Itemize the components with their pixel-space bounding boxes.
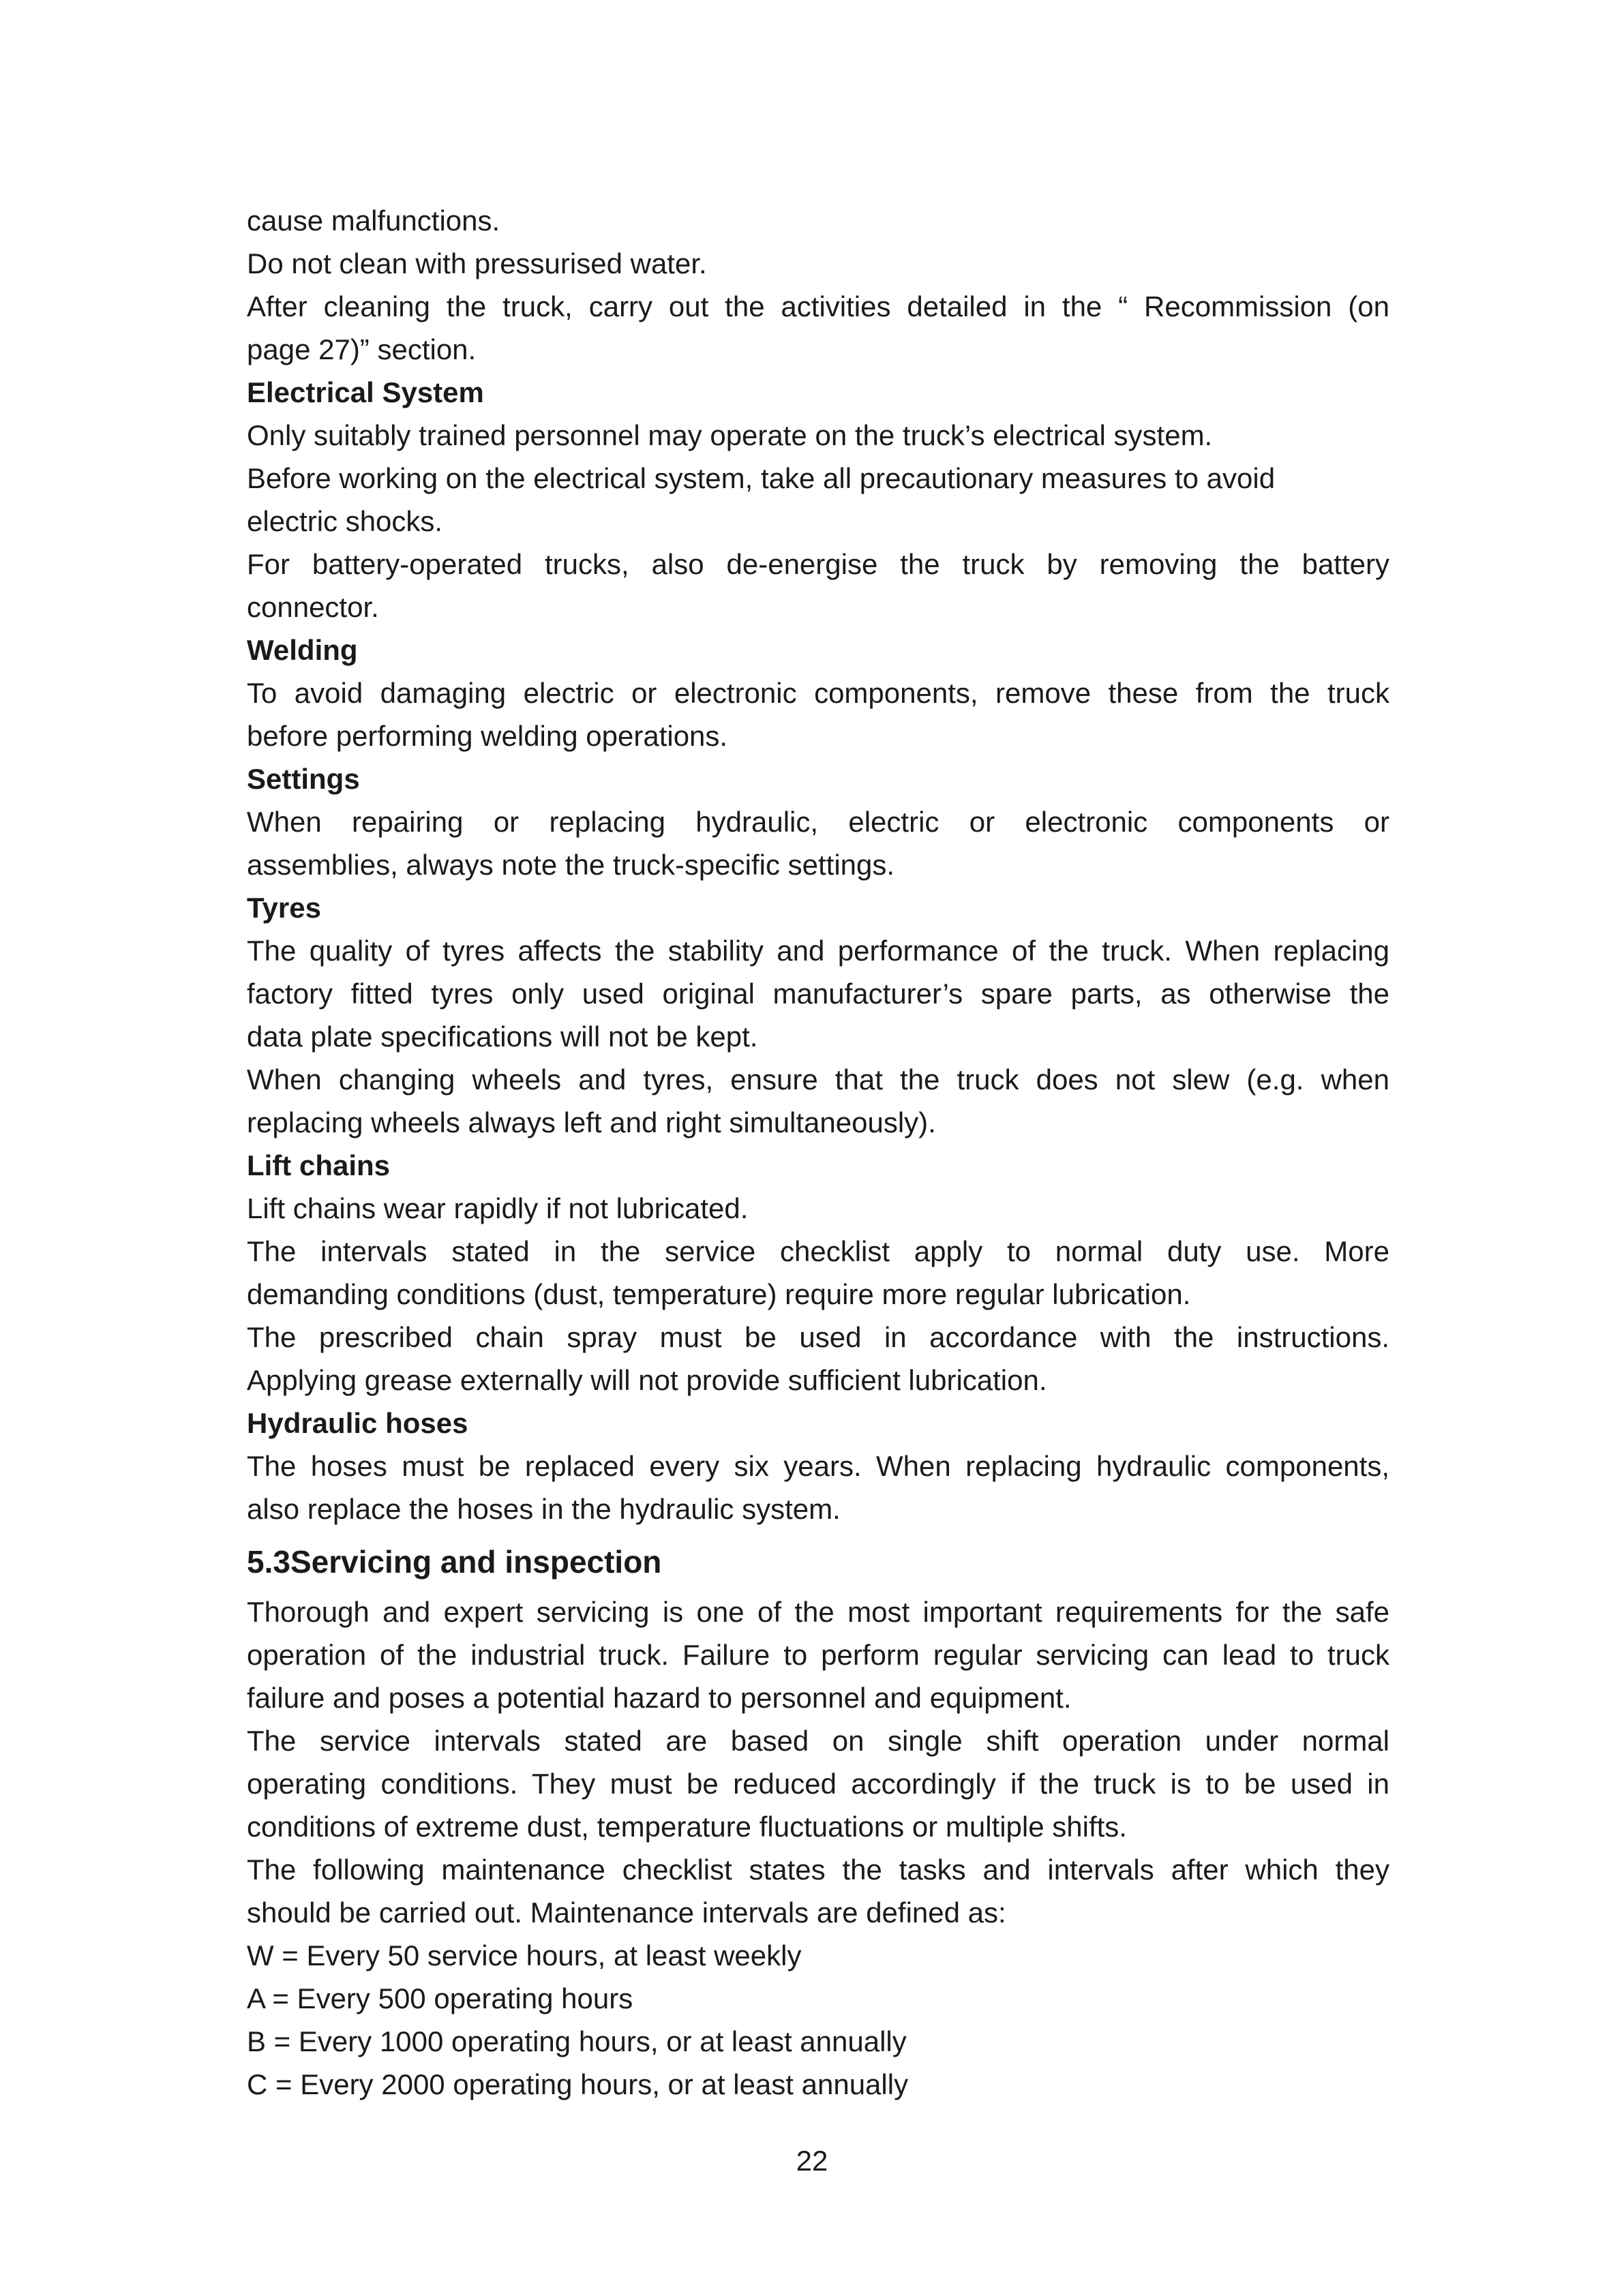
heading-tyres: Tyres [247, 892, 321, 924]
page-number: 22 [796, 2145, 828, 2177]
text-line: failure and poses a potential hazard to personnel and equipment. [247, 1682, 1072, 1714]
text-line: also replace the hoses in the hydraulic system. [247, 1493, 841, 1525]
text-line: When repairing or replacing hydraulic, electric or electronic components or [247, 806, 1389, 838]
text-line: Applying grease externally will not provide sufficient lubrication. [247, 1364, 1047, 1396]
text-line: assemblies, always note the truck-specific settings. [247, 849, 895, 881]
text-line: To avoid damaging electric or electronic components, remove these from the truck [247, 677, 1389, 709]
text-line: conditions of extreme dust, temperature fluctuations or multiple shifts. [247, 1811, 1127, 1843]
text-line: before performing welding operations. [247, 720, 728, 752]
text-line: Do not clean with pressurised water. [247, 247, 707, 280]
heading-lift-chains: Lift chains [247, 1149, 391, 1181]
text-line: factory fitted tyres only used original manufacturer’s spare parts, as otherwise the [247, 978, 1389, 1010]
text-line: When changing wheels and tyres, ensure that the truck does not slew (e.g. when [247, 1063, 1389, 1096]
heading-electrical-system: Electrical System [247, 376, 484, 408]
text-line: data plate specifications will not be kept. [247, 1021, 758, 1053]
page-body [247, 199, 1389, 2106]
text-line: connector. [247, 591, 379, 623]
text-line: demanding conditions (dust, temperature) require more regular lubrication. [247, 1278, 1191, 1310]
text-line: operating conditions. They must be reduced accordingly if the truck is to be used in [247, 1768, 1389, 1800]
section-heading-servicing: 5.3Servicing and inspection [247, 1544, 662, 1580]
text-line: page 27)” section. [247, 333, 477, 365]
interval-definition: B = Every 1000 operating hours, or at least annually [247, 2025, 907, 2057]
text-line: The service intervals stated are based on single shift operation under normal [247, 1725, 1389, 1757]
interval-definition: C = Every 2000 operating hours, or at least annually [247, 2068, 909, 2100]
text-line: After cleaning the truck, carry out the activities detailed in the “ Recommission (on [247, 290, 1389, 322]
text-line: The prescribed chain spray must be used in accordance with the instructions. [247, 1321, 1389, 1353]
text-line: Thorough and expert servicing is one of the most important requirements for the safe [247, 1596, 1389, 1628]
text-line: The intervals stated in the service checklist apply to normal duty use. More [247, 1235, 1389, 1267]
text-line: For battery-operated trucks, also de-energise the truck by removing the battery [247, 548, 1389, 580]
text-line: Before working on the electrical system, take all precautionary measures to avoid [247, 462, 1276, 494]
heading-hydraulic-hoses: Hydraulic hoses [247, 1407, 468, 1439]
interval-definition: W = Every 50 service hours, at least weekly [247, 1939, 802, 1972]
interval-definition: A = Every 500 operating hours [247, 1982, 633, 2014]
text-line: Only suitably trained personnel may operate on the truck’s electrical system. [247, 419, 1213, 451]
text-line: The following maintenance checklist states the tasks and intervals after which they [247, 1854, 1389, 1886]
heading-welding: Welding [247, 634, 358, 666]
text-line: The quality of tyres affects the stability and performance of the truck. When replacing [247, 935, 1389, 967]
text-line: The hoses must be replaced every six years. When replacing hydraulic components, [247, 1450, 1389, 1482]
text-line: Lift chains wear rapidly if not lubricated. [247, 1192, 749, 1224]
text-line: replacing wheels always left and right simultaneously). [247, 1106, 936, 1138]
heading-settings: Settings [247, 763, 360, 795]
text-line: cause malfunctions. [247, 205, 500, 237]
text-line: electric shocks. [247, 505, 443, 537]
text-line: should be carried out. Maintenance intervals are defined as: [247, 1897, 1006, 1929]
text-line: operation of the industrial truck. Failure to perform regular servicing can lead to truck [247, 1639, 1389, 1671]
